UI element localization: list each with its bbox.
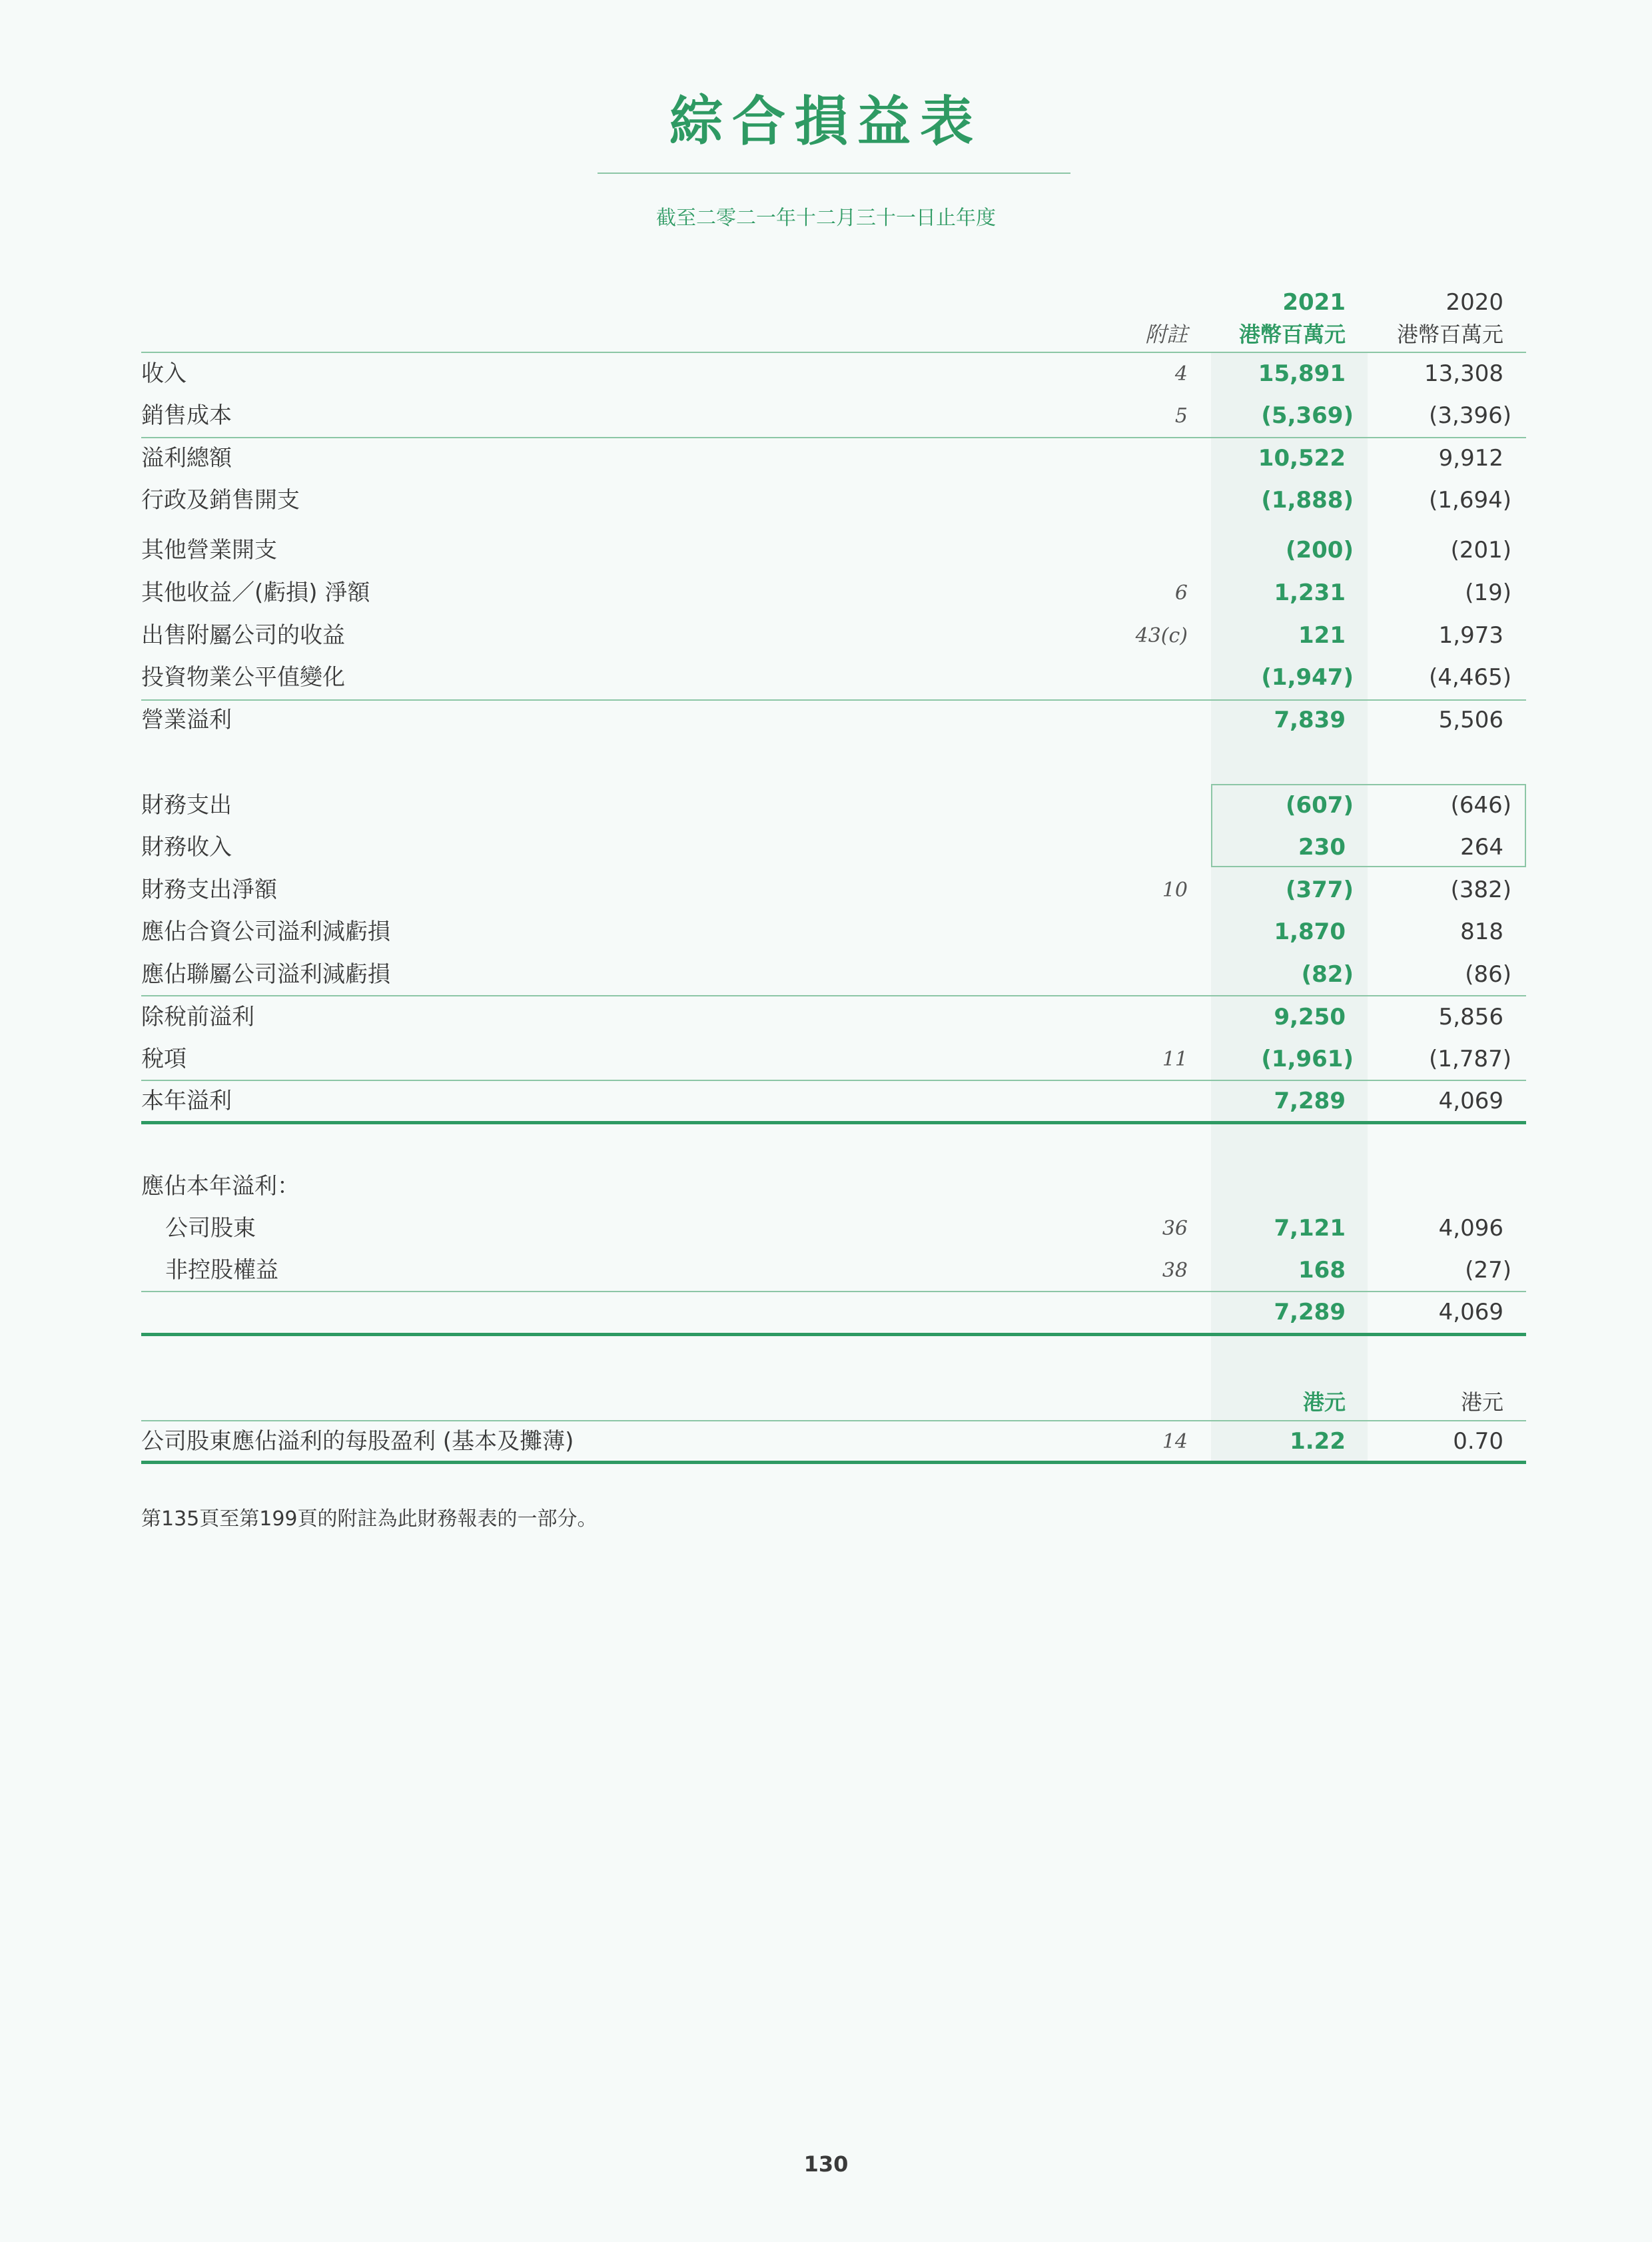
year-prior-header: 2020: [1446, 289, 1503, 316]
table-row: 7,289 4,069: [1274, 1299, 1503, 1325]
table-row: 財務收入 230 264: [141, 834, 1503, 861]
table-row: 行政及銷售開支 (1,888) (1,694): [141, 487, 1511, 514]
note-column-header: 附註: [1144, 322, 1188, 347]
table-row: 出售附屬公司的收益 43(c) 121 1,973: [141, 622, 1503, 649]
table-row: 稅項 11 (1,961) (1,787): [141, 1046, 1511, 1072]
table-row: 非控股權益 38 168 (27): [165, 1257, 1511, 1284]
table-row: 財務支出 (607) (646): [141, 792, 1511, 819]
table-row: 應佔合資公司溢利減虧損 1,870 818: [141, 919, 1503, 945]
table-row: 營業溢利 7,839 5,506: [141, 707, 1503, 733]
table-row: 公司股東 36 7,121 4,096: [165, 1215, 1503, 1242]
table-row: 除稅前溢利 9,250 5,856: [141, 1004, 1503, 1030]
table-row: 其他收益／(虧損) 淨額 6 1,231 (19): [141, 579, 1511, 606]
page-subtitle: 截至二零二一年十二月三十一日止年度: [656, 206, 996, 230]
year-current-header: 2021: [1282, 289, 1346, 316]
page-number: 130: [803, 2151, 849, 2177]
table-row: 其他營業開支 (200) (201): [141, 537, 1511, 563]
table-row: 本年溢利 7,289 4,069: [141, 1088, 1503, 1114]
title-divider: [598, 173, 1070, 174]
eps-row: 公司股東應佔溢利的每股盈利 (基本及攤薄) 14 1.22 0.70: [141, 1428, 1503, 1455]
table-row: 投資物業公平值變化 (1,947) (4,465): [141, 664, 1511, 691]
eps-unit-prior: 港元: [1460, 1389, 1503, 1415]
table-row: 銷售成本 5 (5,369) (3,396): [141, 402, 1511, 429]
footnote: 第135頁至第199頁的附註為此財務報表的一部分。: [141, 1507, 598, 1531]
unit-current-header: 港幣百萬元: [1238, 322, 1346, 347]
unit-prior-header: 港幣百萬元: [1396, 322, 1503, 347]
table-row: 應佔本年溢利：: [141, 1173, 300, 1200]
table-row: 財務支出淨額 10 (377) (382): [141, 877, 1511, 903]
table-row: 應佔聯屬公司溢利減虧損 (82) (86): [141, 961, 1511, 988]
page-title: 綜合損益表: [669, 91, 983, 153]
table-row: 溢利總額 10,522 9,912: [141, 445, 1503, 472]
eps-unit-current: 港元: [1302, 1389, 1346, 1415]
table-row: 收入 4 15,891 13,308: [141, 360, 1503, 387]
